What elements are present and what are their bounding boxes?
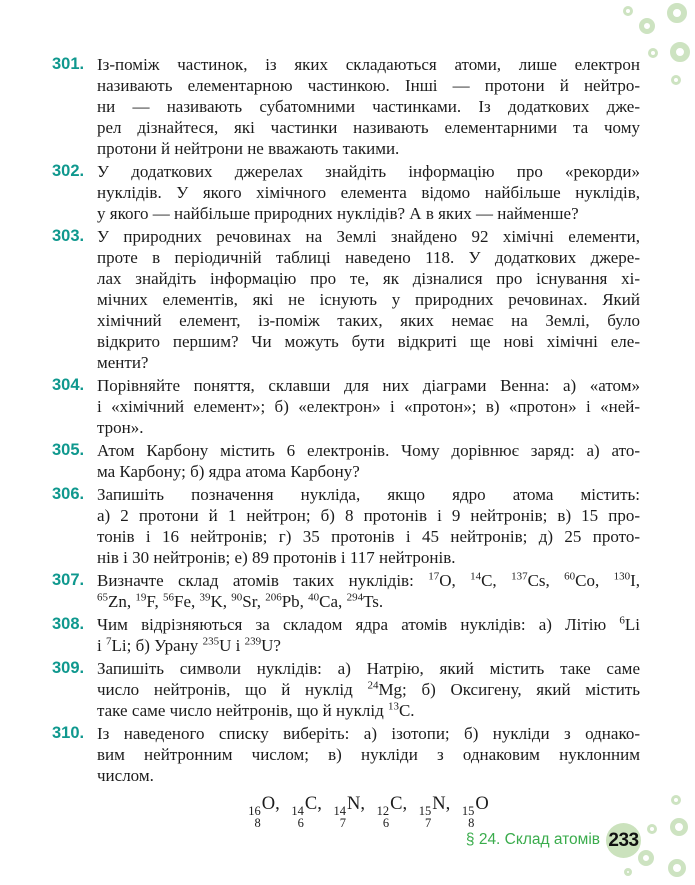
problem-text xyxy=(97,614,640,656)
problem-row xyxy=(52,226,640,373)
problem-row xyxy=(52,658,640,721)
decor-circle-icon xyxy=(671,795,681,805)
problem-line: таке саме число нейтронів, що й нуклід $^{13}$C. xyxy=(97,700,415,720)
problem-text xyxy=(97,658,640,721)
problem-text xyxy=(97,723,640,830)
problem-text xyxy=(97,375,640,438)
nuclide-formula-row: 16 8 O, 14 6 C, 14 7 N, 12 6 C, 15 7 N, 15 8 O xyxy=(248,794,489,831)
problem-text xyxy=(97,570,640,612)
problem-line: ни — називають субатомними частинками. Із додаткових дже- xyxy=(97,97,640,116)
problem-line: числом. xyxy=(97,766,154,785)
page-number: 233 xyxy=(608,829,639,851)
problem-row xyxy=(52,440,640,482)
footer-section-label: § 24. Склад атомів xyxy=(465,831,600,848)
problem-number: 301. xyxy=(52,55,85,73)
problem-line: У додаткових джерелах знайдіть інформацію про «рекорди» xyxy=(97,162,640,181)
decor-circle-icon xyxy=(668,859,686,877)
problem-line: у якого — найбільше природних нуклідів? А в яких — найменше? xyxy=(97,204,579,223)
decor-circle-icon xyxy=(671,75,681,85)
problem-line: Запишіть символи нуклідів: а) Натрію, який містить таке саме xyxy=(97,659,640,678)
problem-number: 305. xyxy=(52,441,85,459)
decor-circle-icon xyxy=(623,6,633,16)
problem-line: нуклідів. У якого хімічного елемента відомо найбільше нуклідів, xyxy=(97,183,640,202)
problem-row xyxy=(52,375,640,438)
problem-line: трон». xyxy=(97,418,144,437)
problem-line: і $^7$Li; б) Урану $^{235}$U і $^{239}$U? xyxy=(97,635,281,655)
problem-number: 308. xyxy=(52,615,85,633)
decor-circle-icon xyxy=(638,850,654,866)
decor-circle-icon xyxy=(667,3,687,23)
problem-line: а) 2 протони й 1 нейтрон; б) 8 протонів і 9 нейтронів; в) 15 про- xyxy=(97,506,640,525)
problem-line: лах знайдіть інформацію про те, як дізналися про існування хі- xyxy=(97,269,640,288)
problem-line: відкрито першим? Чи можуть бути відкриті ще нові хімічні еле- xyxy=(97,332,640,351)
problem-line: нів і 30 нейтронів; е) 89 протонів і 117 нейтронів. xyxy=(97,548,456,567)
problem-line: хімічний елемент, із-поміж таких, яких немає на Землі, було xyxy=(97,311,640,330)
problem-line: Із-поміж частинок, із яких складаються атоми, лише електрон xyxy=(97,55,640,74)
problem-number: 310. xyxy=(52,724,85,742)
problem-line: проте в періодичній таблиці наведено 118. У додаткових джере- xyxy=(97,248,640,267)
problem-text xyxy=(97,226,640,373)
problem-text xyxy=(97,440,640,482)
problem-number: 307. xyxy=(52,571,85,589)
problem-row xyxy=(52,484,640,568)
problem-row xyxy=(52,614,640,656)
decor-circle-icon xyxy=(670,42,690,62)
problem-row xyxy=(52,161,640,224)
decor-circle-icon xyxy=(639,18,655,34)
problem-line: Порівняйте поняття, склавши для них діаграми Венна: а) «атом» xyxy=(97,376,640,395)
problem-line: і «хімічний елемент»; б) «електрон» і «протон»; в) «протон» і «ней- xyxy=(97,397,640,416)
problem-number: 302. xyxy=(52,162,85,180)
problem-line: $^{65}$Zn, $^{19}$F, $^{56}$Fe, $^{39}$K, $^{90}$Sr, $^{206}$Pb, $^{40}$Ca, $^{294}$Ts. xyxy=(97,591,384,611)
problem-number: 303. xyxy=(52,227,85,245)
problem-line: Запишіть позначення нукліда, якщо ядро атома містить: xyxy=(97,485,640,504)
problem-line: У природних речовинах на Землі знайдено 92 хімічні елементи, xyxy=(97,227,640,246)
problem-number: 306. xyxy=(52,485,85,503)
problem-line: Атом Карбону містить 6 електронів. Чому дорівнює заряд: а) ато- xyxy=(97,441,640,460)
problem-line: тонів і 16 нейтронів; г) 35 протонів і 45 нейтронів; д) 25 прото- xyxy=(97,527,640,546)
problem-line: Чим відрізняються за складом ядра атомів нуклідів: а) Літію $^6$Li xyxy=(97,614,640,634)
problem-row xyxy=(52,723,640,830)
problem-line: число нейтронів, що й нуклід $^{24}$Mg; б) Оксигену, який містить xyxy=(97,679,640,699)
problem-line: рел дізнайтеся, які частинки називають елементарними та чому xyxy=(97,118,640,137)
problem-text xyxy=(97,54,640,159)
problem-line: Визначте склад атомів таких нуклідів: $^{17}$O, $^{14}$C, $^{137}$Cs, $^{60}$Co, $^{130}$I, xyxy=(97,570,641,590)
problem-line: мічних елементів, які не існують у природних речовинах. Який xyxy=(97,290,640,309)
decor-circle-icon xyxy=(624,868,632,876)
problem-line: вим нейтронним числом; в) нукліди з однаковим нуклонним xyxy=(97,745,640,764)
problem-line: ма Карбону; б) ядра атома Карбону? xyxy=(97,462,360,481)
decor-circle-icon xyxy=(648,48,658,58)
problem-row xyxy=(52,54,640,159)
problem-text xyxy=(97,161,640,224)
problem-number: 304. xyxy=(52,376,85,394)
page-number-badge xyxy=(606,823,641,858)
problem-line: протони й нейтрони не вважають такими. xyxy=(97,139,400,158)
problem-row xyxy=(52,570,640,612)
problem-line: називають елементарною частинкою. Інші — протони й нейтро- xyxy=(97,76,640,95)
problem-line: менти? xyxy=(97,353,149,372)
problem-line: Із наведеного списку виберіть: а) ізотопи; б) нукліди з однако- xyxy=(97,724,640,743)
decor-circle-icon xyxy=(647,824,657,834)
decor-circle-icon xyxy=(670,818,688,836)
problem-text xyxy=(97,484,640,568)
problem-number: 309. xyxy=(52,659,85,677)
